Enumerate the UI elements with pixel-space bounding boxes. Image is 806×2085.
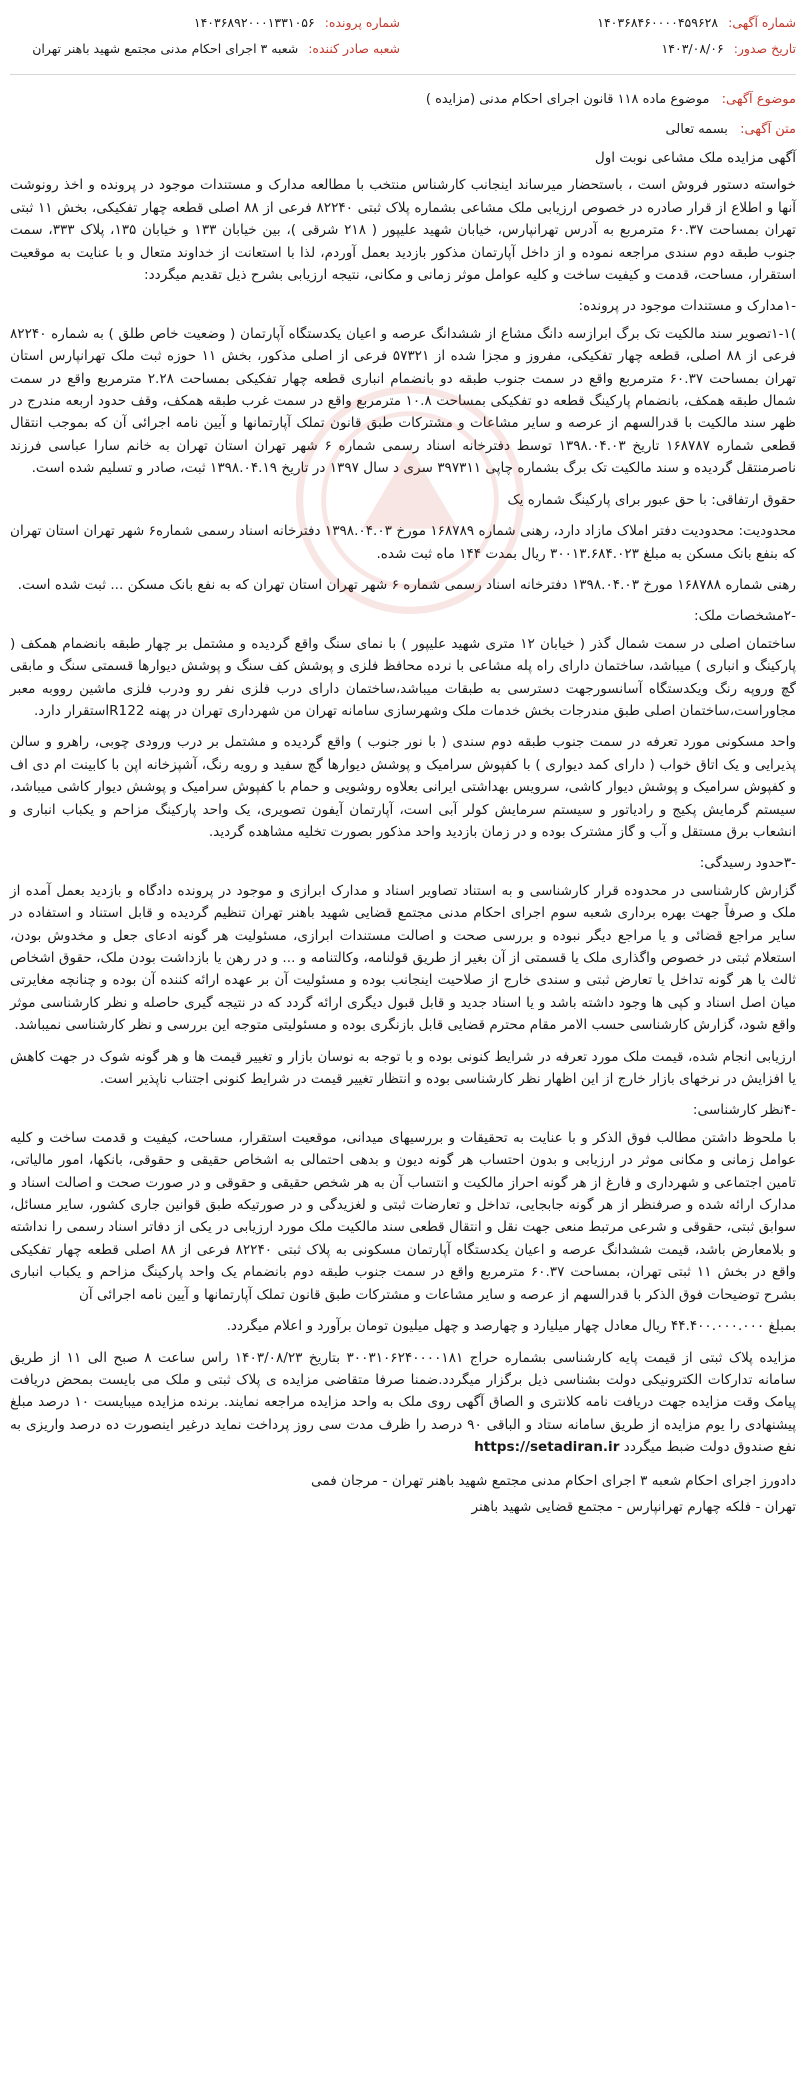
- issue-date-label: تاریخ صدور:: [733, 41, 796, 56]
- text-label: متن آگهی:: [740, 122, 796, 137]
- case-number-cell: [10, 14, 400, 32]
- restriction-paragraph: محدودیت: محدودیت دفتر املاک مازاد دارد، رهنی شماره ۱۶۸۷۸۹ مورخ ۱۳۹۸.۰۴.۰۳ دفترخانه اسناد رسمی شماره۶ شهر تهران استان تهران که بنفع بانک مسکن به مبلغ ۳۰۰۱۳.۶۸۴.۰۲۳ ریال بمدت ۱۴۴ ماه ثبت شده.: [10, 523, 796, 562]
- officer-line: دادورز اجرای احکام شعبه ۳ اجرای احکام مدنی مجتمع شهید باهنر تهران - مرجان فمی: [311, 1472, 796, 1489]
- header-row-1: [10, 14, 796, 32]
- building-paragraph: ساختمان اصلی در سمت شمال گذر ( خیابان ۱۲ متری شهید علیپور ) با نمای سنگ واقع گردیده و مشتمل بر چهار طبقه بانضمام همکف ( پارکینگ و انباری ) میباشد، ساختمان دارای راه پله مشاعی با نرده محافظ فلزی و پوشش کف سنگ و پوشش دیوارها قسمتی سنگ و مابقی گچ وروپه رنگ ویکدستگاه آسانسورجهت دسترسی به طبقات میباشد،ساختمان دارای درب فلزی نفر رو ودرب فلزی ماشین رووبه معبر مجاوراست،ساختمان اصلی طبق مندرجات بخش خدمات ملک وشهرسازی سامانه تهران من شهرداری تهران در پهنه R122استقرار دارد.: [10, 635, 796, 719]
- case-number-label: شماره پرونده:: [324, 15, 400, 30]
- subject-label: موضوع آگهی:: [721, 92, 796, 107]
- issuing-branch-cell: [10, 40, 400, 58]
- ad-number-value: ۱۴۰۳۶۸۴۶۰۰۰۰۴۵۹۶۲۸: [597, 15, 719, 30]
- mortgage-paragraph: رهنی شماره ۱۶۸۷۸۸ مورخ ۱۳۹۸.۰۴.۰۳ دفترخانه اسناد رسمی شماره ۶ شهر تهران استان تهران که به نفع بانک مسکن ... ثبت شده است.: [17, 576, 796, 593]
- section-2-heading: -۲مشخصات ملک:: [694, 608, 796, 625]
- subject-value: موضوع ماده ۱۱۸ قانون اجرای احکام مدنی (مزایده ): [425, 92, 710, 107]
- scope-paragraph: گزارش کارشناسی در محدوده قرار کارشناسی و به استناد تصاویر اسناد و مدارک ابرازی و موجود در پرونده دادگاه و بازدید بعمل آمده از ملک و صرفاً جهت بهره برداری شعبه سوم اجرای احکام مدنی مجتمع قضایی شهید باهنر تهران تنظیم گردیده و قابل استناد و استفاده در سایر مراجع قضائی و یا مراجع دیگر نبوده و بررسی صحت و اصالت مستندات ابرازی، مسئولیت هر گونه ادعای جعل و مخدوش بودن، استعلام ثبتی در خصوص واگذاری ملک یا قسمتی از آن بغیر از طریق قولنامه، وکالتنامه و ... و در رهن یا بازداشت بودن ملک، حقوق اشخاص ثالث یا هر گونه تداخل یا تعارض ثبتی و سندی خارج از صلاحیت اینجانب بوده و مسئولیت آن بر عهده ارائه کننده آن بوده و چنانچه مغایرتی میان اصل اسناد و کپی ها وجود داشته باشد و یا اسناد جدید و قابل قبول دیگری ارائه گردد که در نتیجه گیری حاصله و نظر کارشناسی موثر واقع شود، گزارش کارشناسی حسب الامر مقام محترم قضایی قابل بازنگری بوده و مسئولیتی متوجه این بررسی و نظر کارشناسی نمیباشد.: [10, 882, 796, 1034]
- ad-title: آگهی مزایده ملک مشاعی نوبت اول: [594, 150, 796, 166]
- address-line: تهران - فلکه چهارم تهرانپارس - مجتمع قضایی شهید باهنر: [471, 1498, 796, 1515]
- issuing-branch-label: شعبه صادر کننده:: [308, 41, 400, 56]
- section-4-heading: -۴نظر کارشناسی:: [692, 1102, 796, 1119]
- valuation-note-paragraph: ارزیابی انجام شده، قیمت ملک مورد تعرفه در شرایط کنونی بوده و با توجه به نوسان بازار و تغییر قیمت ها و هر گونه شوک در جهت کاهش یا افزایش در نرخهای بازار خارج از این اظهار نظر کارشناسی بوده و انتظار تغییر قیمت در شرایط کنونی اجتناب ناپذیر است.: [10, 1048, 796, 1088]
- ad-meta: [10, 89, 796, 141]
- ad-number-label: شماره آگهی:: [728, 15, 796, 30]
- ad-body: [10, 147, 796, 1520]
- ad-footer: [10, 1468, 796, 1520]
- website-link[interactable]: https://setadiran.ir: [474, 1439, 620, 1456]
- auction-text: مزایده پلاک ثبتی از قیمت پایه کارشناسی بشماره حراج ۳۰۰۳۱۰۶۲۴۰۰۰۰۱۸۱ بتاریخ ۱۴۰۳/۰۸/۲۳ راس ساعت ۸ صبح الی ۱۱ از طریق سامانه تدارکات الکترونیکی دولت بشناسی ذیل برگزار میگردد.ضمنا صرفا متقاضی مزایده ی پلاک ثبتی و ملک می بایست بمحض دریافت پیامک وقت مزایده جهت دریافت نامه کلانتری و الصاق آگهی روی ملک به واحد مزایده مراجعه نمایند. برنده مزایده میبایست ۱۰ درصد مبلغ پیشنهادی را یوم مزایده از طریق سامانه ستاد و الباقی ۹۰ درصد را ظرف مدت سی روز پرداخت نماید درغیر اینصورت ده درصد واریزی به نفع صندوق دولت ضبط میگردد: [10, 1349, 797, 1456]
- text-line: [10, 119, 796, 141]
- subject-line: [10, 89, 796, 111]
- unit-paragraph: واحد مسکونی مورد تعرفه در سمت جنوب طبقه دوم سندی ( با نور جنوب ) واقع گردیده و مشتمل بر درب ورودی چوبی، راهرو و سالن پذیرایی و یک اتاق خواب ( دارای کمد دیواری ) با کفپوش سرامیک و پوشش دیوارها گچ سفید و رویه رنگ، آشپزخانه اپن با کابینت ام دی اف و کفپوش سرامیک و پوشش دیوار کاشی، سرویس بهداشتی ایرانی بعلاوه روشویی و حمام با کفپوش سرامیک و پوشش دیوار کاشی میباشد، سیستم گرمایش پکیج و رادیاتور و سیستم سرمایش کولر آبی است، آپارتمان آیفون تصویری، یک واحد پارکینگ مزاحم و یکباب انباری و انشعاب برق مستقل و آب و گاز مشترک بوده و در زمان بازدید واحد مذکور بصورت تخلیه مشاهده گردید.: [10, 734, 796, 840]
- header-row-2: [10, 40, 796, 58]
- opinion-paragraph: با ملحوظ داشتن مطالب فوق الذکر و با عنایت به تحقیقات و بررسیهای میدانی، موقعیت استقرار، مساحت، کیفیت و قدمت ساخت و کلیه عوامل زمانی و مکانی موثر در ارزیابی و بدون احتساب هر گونه دیون و بدهی احتمالی به اشخاص حقیقی و حقوقی، بانکها، امور مالیاتی، تامین اجتماعی و شهرداری و فارغ از هر گونه احراز مالکیت و انتساب آن به هر شخص حقیقی و حقوقی و در صورت صحت و اصالت اسناد و مدارک ارائه شده و صرفنظر از هر گونه جابجایی، تداخل و تعارضات ثبتی و لغزیدگی و در صورتیکه طبق قوانین جاری کشور، سایر مسائل، سوابق ثبتی، حقوقی و شرعی مرتبط منعی جهت نقل و انتقال قطعی سند مالکیت ملک مورد ارزیابی در یکی از دفاتر اسناد رسمی را نداشته و بلامعارض باشد، قیمت ششدانگ عرصه و اعیان یکدستگاه آپارتمان مسکونی به پلاک ثبتی ۸۲۲۴۰ فرعی از ۸۸ اصلی قطعه چهار تفکیکی واقع در بخش ۱۱ ثبتی تهران، بمساحت ۶۰.۳۷ مترمربع واقع در سمت جنوب طبقه دوم بانضمام یک واحد پارکینگ مزاحم و یکباب انباری بشرح توضیحات فوق الذکر با قدرالسهم از عرصه و سایر مشاعات و مشترکات طبق قانون تملک آپارتمانها و آیین نامه اجرائی آن: [10, 1129, 796, 1303]
- ad-header: [10, 14, 796, 75]
- auction-paragraph: [10, 1347, 796, 1459]
- issuing-branch-value: شعبه ۳ اجرای احکام مدنی مجتمع شهید باهنر تهران: [32, 41, 299, 56]
- price-paragraph: بمبلغ ۴۴.۴۰۰.۰۰۰.۰۰۰ ریال معادل چهار میلیارد و چهارصد و چهل میلیون تومان برآورد و اعلام میگردد.: [226, 1318, 796, 1335]
- text-intro: بسمه تعالی: [665, 122, 728, 137]
- ad-number-cell: [416, 14, 796, 32]
- intro-paragraph: خواسته دستور فروش است ، باستحضار میرساند اینجانب کارشناس منتخب با مطالعه مدارک و مستندات موجود در پرونده و اخذ رونوشت آنها و اطلاع از قرار صادره در خصوص ارزیابی ملک مشاعی بشماره پلاک ثبتی ۸۲۲۴۰ فرعی از ۸۸ اصلی قطعه چهار تفکیکی، بخش ۱۱ ثبتی تهران بمساحت ۶۰.۳۷ مترمربع به آدرس تهرانپارس، خیابان شهید علیپور ( ۲۱۸ شرقی )، بین خیابان ۱۳۳ و خیابان ۱۳۵، پلاک ۳۳۳، سمت جنوب طبقه دوم سندی مراجعه نموده و از داخل آپارتمان مذکور بازدید بعمل آوردم، لذا با استعانت از خداوند متعال و با عنایت به موقعیت استقرار، مساحت، قدمت و کیفیت ساخت و کلیه عوامل موثر زمانی و مکانی، نتیجه ارزیابی بشرح ذیل تقدیم میگردد:: [10, 177, 797, 284]
- easement-paragraph: حقوق ارتفاقی: با حق عبور برای پارکینگ شماره یک: [507, 491, 796, 508]
- deed-paragraph: )۱-۱تصویر سند مالکیت تک برگ ابرازسه دانگ مشاع از ششدانگ عرصه و اعیان یکدستگاه آپارتمان ( وضعیت خاص طلق ) به شماره ۸۲۲۴۰ فرعی از ۸۸ اصلی، قطعه چهار تفکیکی، مفروز و مجزا شده از ۵۷۳۲۱ فرعی از اصلی مذکور، بخش ۱۱ حوزه ثبت ملک تهرانپارس استان تهران بمساحت ۶۰.۳۷ مترمربع واقع در سمت جنوب طبقه دو بانضمام انباری قطعه چهار تفکیکی بمساحت ۲.۲۸ مترمربع واقع در سمت شمال طبقه همکف، بانضمام پارکینگ قطعه دو تفکیکی بمساحت ۱۰.۸ مترمربع واقع در سمت غرب طبقه همکف، وقف حدود اربعه مندرج در ظهر سند مالکیت با قدرالسهم از عرصه و سایر مشاعات و مشترکات طبق قانون تملک آپارتمانها و آیین نامه اجرائی آن که بموجب انتقال قطعی شماره ۱۶۸۷۸۷ تاریخ ۱۳۹۸.۰۴.۰۳ توسط دفترخانه اسناد رسمی شماره ۶ شهر تهران استان تهران به خانم سارا عباسی فرزند ناصرمنتقل گردیده و سند مالکیت تک برگ بشماره چاپی ۳۹۷۳۱۱ سری د سال ۱۳۹۷ در تاریخ ۱۳۹۸.۰۴.۱۹ ثبت، صادر و تسلیم شده است.: [10, 325, 796, 477]
- section-3-heading: -۳حدود رسیدگی:: [699, 855, 796, 872]
- case-number-value: ۱۴۰۳۶۸۹۲۰۰۰۱۳۳۱۰۵۶: [193, 15, 315, 30]
- section-1-heading: -۱مدارک و مستندات موجود در پرونده:: [578, 298, 796, 315]
- issue-date-value: ۱۴۰۳/۰۸/۰۶: [661, 41, 724, 56]
- issue-date-cell: [416, 40, 796, 58]
